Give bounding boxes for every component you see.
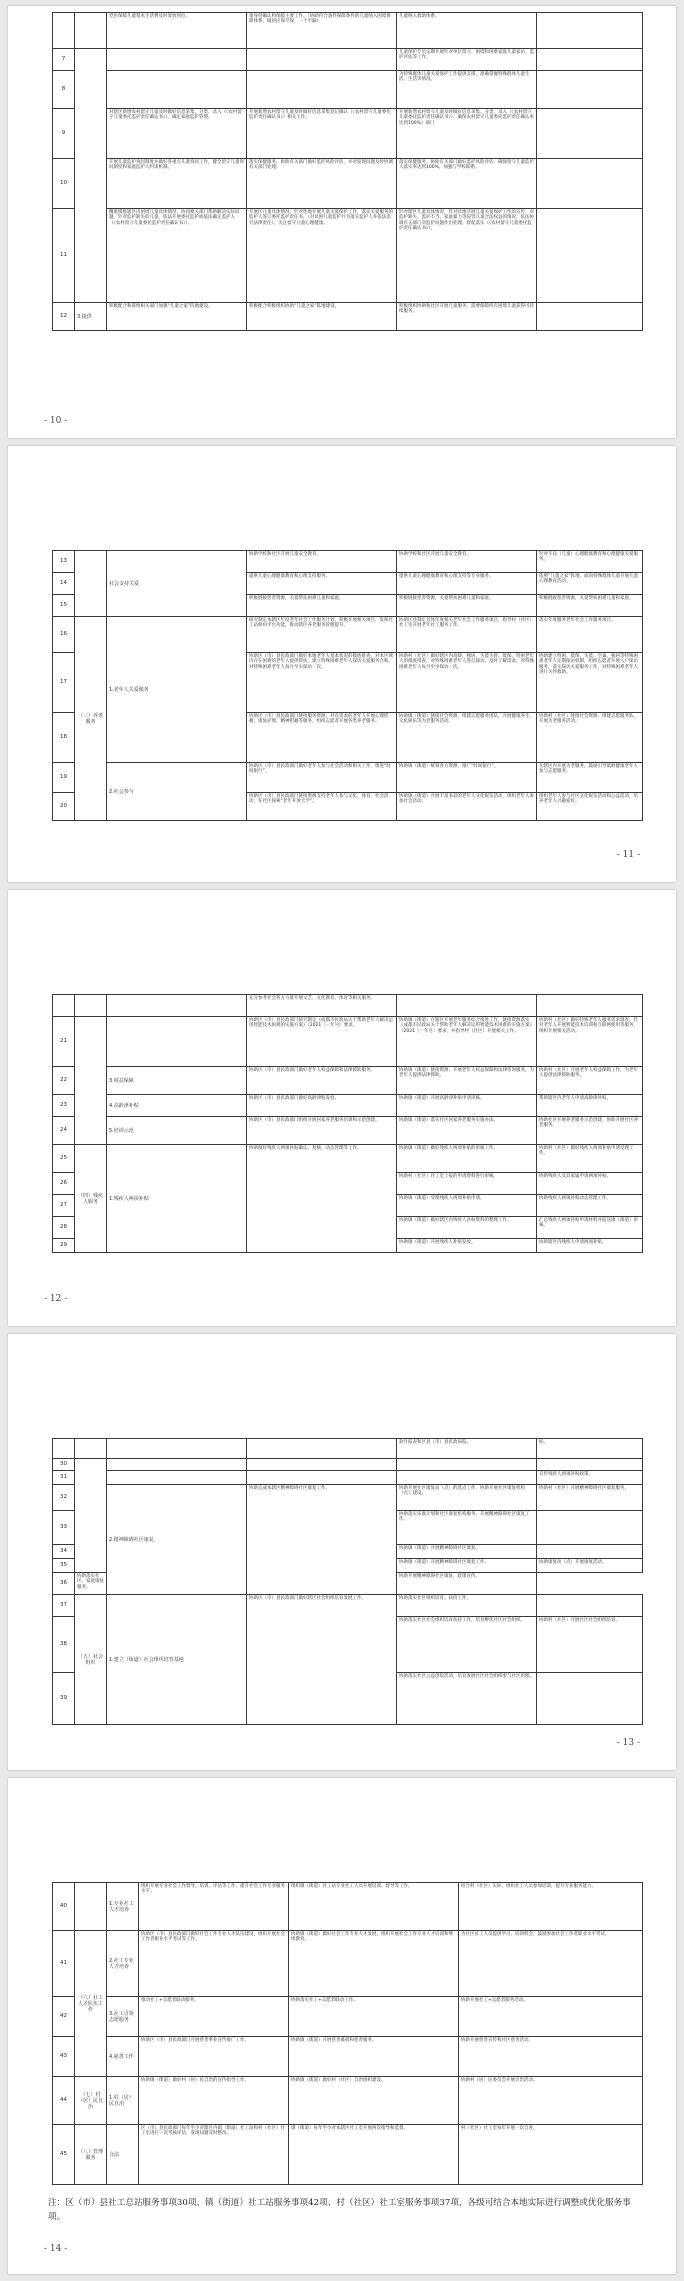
table-row [53, 1485, 643, 1511]
page-12-table [52, 994, 643, 1253]
table-row [53, 2037, 643, 2077]
cell: 协助镇（街道）做好村（社区）自治组织建设。 [289, 2077, 459, 2125]
page-number: - 11 - [616, 850, 640, 860]
table-row [53, 2125, 643, 2185]
cell: 协助落实社区公益创投活动，培育发展社区社会组织参与社区治理。 [397, 1673, 537, 1725]
cell: 积极链接慈善资源，关爱帮扶困难儿童和家庭。 [247, 595, 397, 617]
row-number: 25 [53, 1145, 75, 1173]
cell: 落实年度服务老年社会工作服务项目。 [537, 617, 643, 653]
cell: 组织老年人参与社区文化娱乐活动和公益活动，培养老年人兴趣爱好。 [537, 793, 643, 821]
cell: 2.精神障碍社区康复 [107, 1485, 247, 1595]
cell: 精准摸排辖区内困境儿童具体情况，协同相关部门帮助解决实际问题，针对监护缺失的儿童，依法开展委托监护或依法确定监护人（《农村留守儿童委托监护责任确认书》）。 [107, 209, 247, 303]
cell: 协助学校和社区开展儿童安全教育。 [397, 551, 537, 573]
row-number: 27 [53, 1195, 75, 1217]
cell: 合法 [107, 2125, 139, 2185]
cell: 协助落实乐康计划和社区康复机构服务、开展精神障碍社区康复工作。 [397, 1511, 537, 1545]
cell: 积极组织协助和社区开展儿童服务，需要保障所有困境儿童获得可持续服务。 [397, 303, 537, 331]
row-number: 43 [53, 2037, 75, 2077]
cell: 协助村（社区）开展老年人权益保障工作，为老年人提供法律援助服务。 [537, 1067, 643, 1095]
row-number: 31 [53, 1471, 75, 1485]
cell: 5.培训示范 [107, 1117, 247, 1145]
cell: 协助区（市）县民政部门开展慈善事业宣传推广工作。 [139, 2037, 289, 2077]
row-number: 19 [53, 763, 75, 793]
category-cell: （四）残疾人服务 [75, 1145, 107, 1253]
row-number: 39 [53, 1673, 75, 1725]
cell: 款月报表和区县（市）县民政局报。 [397, 1439, 537, 1459]
cell: 1.村（居）民自治 [107, 2077, 139, 2125]
cell: 协助镇（街道）链接资源，开展老年人权益保障和法律咨询服务，为老年人提供法律援助。 [397, 1067, 537, 1095]
table-row [53, 1931, 643, 1997]
row-number: 13 [53, 551, 75, 573]
category-cell: （五）社会组织 [75, 1595, 107, 1725]
table-row [53, 617, 643, 653]
cell: 协助村（社区）开展精神障碍社区康复服务。 [537, 1485, 643, 1511]
table-row [53, 1067, 643, 1095]
cell: 积极链接慈善资源，关爱帮扶困难儿童和家庭。 [397, 595, 537, 617]
cell: 协助镇（街道）做好社会工作专业人才发展，组织开展社会工作专业人才培训和继续教育。 [289, 1931, 459, 1997]
cell: 协助镇（街道）做好残疾人两项补贴的审核工作。 [397, 1145, 537, 1173]
cell: 协助区（市）县民政部门做好高龄津贴发放。 [247, 1095, 397, 1117]
cell: 标。 [537, 1439, 643, 1459]
cell: 落实保健服务，协助有关部门做好监护风险评估，并对发现问题及时协调有关部门处理。 [247, 159, 397, 209]
table-row [53, 303, 643, 331]
cell: 协助做好残疾人两项补贴确认、复核、动态管理等工作。 [247, 1145, 397, 1253]
cell: 开展区儿童具体情况，针对性地开展儿童关爱保护工作，落实关爱服务的监护人签订委托监护责任书，（对贫困儿童监护行为落实监护人并依法追究法律责任），关注留守儿童心理健康。 [247, 209, 397, 303]
table-row [53, 159, 643, 209]
cell: 协助完成本辖区精神障碍社区康复工作。 [247, 1485, 397, 1595]
cell: 协助落实社区组织培育、扶持工作。 [397, 1595, 537, 1617]
cell: 协助镇（街道）开展慈善募捐和慈善服务。 [289, 2037, 459, 2077]
cell: 协助残疾人及其家属申请两项补贴。 [537, 1173, 643, 1195]
page-14-table [52, 1882, 643, 2185]
cell: 组织镇（街道）社工站专业社工人员开展培训、督导等工作。 [289, 1883, 459, 1931]
cell: 镇（街道）每年至少对本辖区社工室开展两次指导和监督。 [289, 2125, 459, 2185]
table-row [53, 1883, 643, 1931]
page-13 [8, 1334, 676, 1770]
cell: 协助学校和社区开展儿童安全教育。 [247, 551, 397, 573]
row-number: 7 [53, 49, 75, 71]
cell: 推动社工+志愿者联动服务。 [139, 1997, 289, 2037]
cell: 协助镇（街道）受理残疾人两项补贴申请。 [397, 1195, 537, 1217]
cell: 协助区（市）县民政部门链接资源支持老年人参与文化、体育、社会活动，在社区探索“老年开放大学”。 [247, 793, 397, 821]
row-number: 44 [53, 2077, 75, 2125]
cell: 协助落实社区、家庭康复服务。 [75, 1573, 107, 1595]
cell: 协助镇（街道）做好村（居）民自治的宣传指导工作。 [139, 2077, 289, 2125]
cell: 1.老年人关爱服务 [107, 617, 247, 763]
table-row [53, 995, 643, 1017]
cell: 开展儿童监护询问制度并做好各重点儿童询问工作，健全留守儿童询问制度和家庭监护人约谈机制。 [107, 159, 247, 209]
page-11 [8, 446, 676, 882]
table-row [53, 1439, 643, 1459]
table-row [53, 551, 643, 573]
cell: 为社区社工人员提供学习、培训机会，鼓励参加社会工作者职业水平考试。 [459, 1931, 643, 1997]
table-row [53, 1997, 643, 2037]
cell: 协助区（市）县民政部门做好老年人权益保障和法律援助服务。 [247, 1067, 397, 1095]
cell: 协助开展精神障碍社区康复、政策宣传。 [397, 1573, 537, 1595]
category-cell: （七）村（居）民自治 [75, 2077, 107, 2125]
page-number: - 12 - [44, 1294, 68, 1304]
cell: 协助村（社区）开展社区社会组织培育。 [537, 1617, 643, 1673]
cell: 协助区（市）县民政部门做好辖区社会组织培育发展工作。 [247, 1595, 397, 1725]
cell: 开展新增农村留守儿童及时做好信息采集、分类、录入（《农村留守儿童委托监护责任确认书》）、确保农村留守儿童委托监护责任确认率达到100%）部门 [397, 109, 537, 159]
cell: 针对不良（儿童）心理健康教育和心理健康关爱服务。 [537, 551, 643, 573]
table-row [53, 13, 643, 49]
row-number: 22 [53, 1067, 75, 1095]
cell: 协助落实社工+志愿者联动工作。 [289, 1997, 459, 2037]
page-14 [8, 1778, 676, 2274]
page-10-table [52, 12, 643, 331]
cell: 协助村（社区）社工室上报的申请资料进行审核。 [397, 1173, 537, 1195]
cell: 研究制定本辖区年度老年社会工作服务计划，积极开展相关项目，发挥社工站枢纽平台功能，推动辖区养老服务管理提升。 [247, 617, 397, 653]
table-row [53, 1595, 643, 1617]
table-row [53, 1017, 643, 1067]
category-cell: （八）管理服务 [75, 2125, 107, 2185]
row-number: 33 [53, 1511, 75, 1545]
cell: 1.建立（街道）社会组织培育基地 [107, 1595, 247, 1725]
row-number: 15 [53, 595, 75, 617]
table-row [53, 49, 643, 71]
cell: 协助村（社区）做好残疾人两项补贴申请受理工作。 [537, 1145, 643, 1173]
cell: 3.提供 [75, 303, 107, 331]
cell: 2.社工专业人才培养 [107, 1931, 139, 1997]
cell: 1.残疾人两项补贴 [107, 1145, 247, 1253]
row-number: 30 [53, 1459, 75, 1471]
cell: 1.专业社工人才培养 [107, 1883, 139, 1931]
row-number: 45 [53, 2125, 75, 2185]
row-number: 21 [53, 1017, 75, 1067]
cell: 积极配合积极组织协助“儿童之家”阵地建设。 [247, 303, 397, 331]
cell: 协助镇（街道）落实社区居家养老服务实施办法。 [397, 1117, 537, 1145]
cell: 童身份确认和保障主要工作。（协助符合条件保障条件的儿童纳入困境保障体系，做到应保尽保，一个不漏） [247, 13, 397, 49]
cell: 依照“儿童之家”阵地，面向特殊群体儿童开展儿童心理教育活动。 [537, 573, 643, 595]
row-number: 32 [53, 1485, 75, 1511]
cell: 协助村（社区）链接社会资源，组建志愿服务队，开展为老服务活动。 [537, 713, 643, 763]
cell: 协助镇（街道）开展精神障碍社区康复。 [397, 1545, 537, 1559]
cell: 协助康复动（点）开展康复活动。 [537, 1559, 643, 1573]
row-number: 40 [53, 1883, 75, 1931]
cell: 区（市）县民政部门每年至少对辖区内镇（街道）社工站和村（社区）社工室进行一次考核评估，发现问题及时整改。 [139, 2125, 289, 2185]
cell: 落实保健服务，协助有关部门做好监护风险评估，确保留守儿童监护人落实率达到100%，加强与学校联系。 [397, 159, 537, 209]
row-number: 34 [53, 1545, 75, 1559]
cell: 帮助辖区内老年人申请高龄津补贴。 [537, 1095, 643, 1117]
cell: 汇总残疾人两项补贴申请材料并报送镇（街道）审核。 [537, 1217, 643, 1239]
cell: 协助区（市）县民政部门组织开展居家养老服务培训和示范创建。 [247, 1117, 397, 1145]
cell: 协助区（市）县民政部门做好本地老年人基本状况的摸底排查，对本区域内存在困难的老年人提供帮扶，建立特殊困难老年人探访关爱服务台账，对特殊困难老年人每月至少探访一次。 [247, 653, 397, 713]
cell: 4.高龄津补贴 [107, 1095, 247, 1117]
cell: 协助区（市）县民政部门研究制定《成都市民政局关于帮助老年人解决运用智能技术困难的实施方案》（2021〔一年号〕要求。 [247, 1017, 397, 1067]
row-number: 24 [53, 1117, 75, 1145]
cell: 积极链接慈善资源，关爱帮扶困难儿童和家庭。 [537, 595, 643, 617]
row-number: 41 [53, 1931, 75, 1997]
table-row [53, 71, 643, 109]
cell: 协助镇（街道）统筹各方资源，推广“时间银行”。 [397, 763, 537, 793]
cell: 协助镇（街道）开展高龄津补贴申请审核。 [397, 1095, 537, 1117]
row-number: 11 [53, 209, 75, 303]
cell: 开展新增农村留守儿童及时做好信息采集登记确认（《农村留守儿童委托监护责任确认书》）相关工作。 [247, 109, 397, 159]
cell: 协助辖区内残疾人申请两项补贴。 [537, 1239, 643, 1253]
row-number: 35 [53, 1559, 75, 1573]
page-number: - 10 - [44, 416, 68, 426]
cell: 提供儿童心理健康教育和心理支持服务。 [247, 573, 397, 595]
cell: 协助镇（街道）在辖区开展老年服务综合推进工作，链接资源落实《成都市民政局关于帮助老年人解决运用智能技术困难的实施方案》（2021〔一年号〕要求，并指导村（社区）开展相关工作。 [397, 1017, 537, 1067]
row-number: 9 [53, 109, 75, 159]
cell: 结合村（社区）实际，组织社工人员参加培训，提升专业服务能力。 [459, 1883, 643, 1931]
table-row [53, 1117, 643, 1145]
cell: 积极配合和联络相关部门加强“儿童之家”阵地建设。 [107, 303, 247, 331]
table-row [53, 1471, 643, 1485]
table-row [53, 2077, 643, 2125]
cell: 协助社区开展养老服务示范创建，协助开展社区养老服务。 [537, 1117, 643, 1145]
cell: 协助镇（街道）开展丰富多彩的老年人文化娱乐活动，组织老年人参加社会活动。 [397, 793, 537, 821]
cell: 协助村（居）民委员会开展自治活动。 [459, 2077, 643, 2125]
cell: 协助镇（街道）开展精神障碍社区康复工作。 [397, 1559, 537, 1573]
cell: 党医保障儿童基本生活费及时发放到位。 [107, 13, 247, 49]
cell: 协助开展社工+志愿者服务活动。 [459, 1997, 643, 2037]
cell: 宣传残疾人两项补贴政策。 [537, 1471, 643, 1485]
cell: 协助镇（街道）链接社会资源，组建志愿服务团队，开展健康养生、文化娱乐等为老服务活动。 [397, 713, 537, 763]
cell: 2.社会参与 [107, 763, 247, 821]
row-number: 37 [53, 1595, 75, 1617]
cell: 协助村（社区）做好特殊老年人服务需求调查，针对老年人开展智能技术培训和互联网使用等服务，组织开展相关活动。 [537, 1017, 643, 1067]
cell: 协助区（市）县民政部门做好社会工作专业人才队伍建设，组织开展社会工作者职业水平考试等工作。 [139, 1931, 289, 1997]
cell: 提供儿童心理健康教育和心理支持等专业服务。 [397, 573, 537, 595]
cell: 3.社工引领志愿服务 [107, 1997, 139, 2037]
row-number: 16 [53, 617, 75, 653]
cell: 协助开展社区康复站（点）的选点工作，协助开展社区康复机构（点）建设。 [397, 1485, 537, 1511]
cell: 为特殊群体儿童关爱保护工作提供支撑，准确掌握特殊群体儿童生活、生活等情况。 [397, 71, 537, 109]
cell: 儿童纳入救助体系。 [397, 13, 537, 49]
cell: 协助开展慈善宣传和社区慈善活动。 [459, 2037, 643, 2077]
row-number: 8 [53, 71, 75, 109]
row-number: 36 [53, 1573, 75, 1595]
page-number: - 14 - [44, 2244, 68, 2254]
cell: 4.慈善工作 [107, 2037, 139, 2077]
page-10 [8, 6, 676, 438]
cell: 协助镇（街道）开展残疾人补贴发放。 [397, 1239, 537, 1253]
category-cell: （三）养老服务 [75, 617, 107, 821]
row-number: 14 [53, 573, 75, 595]
cell: 协助残疾人两项补贴动态管理工作。 [537, 1195, 643, 1217]
footnote: 注：区（市）县社工总站服务事项30项、镇（街道）社工站服务事项42项、村（社区）社工室服务事项37项，各级可结合本地实际进行调整或优化服务事项。 [48, 2198, 631, 2222]
page-11-table [52, 550, 643, 821]
cell: 村（社区）社工室每年开展一次自查。 [459, 2125, 643, 2185]
cell: 儿童保护专员定期开展针对单位留守、困境和困难家庭儿童家访，监护评估等工作。 [397, 49, 537, 71]
cell: 针对辖区儿童具体情况，针对社地开展儿童关爱保护工作的宣传、对监护缺失、监护不当、家庭暴力等侵害儿童合法权益的情况，依法协调有关部门对监护问题作出处理，督促落实（《农村留守儿童委托监护责任确认书》）。 [397, 209, 537, 303]
cell: 协助建立特困、低保、失能、空巢、独居等特殊困难老年人定期探访机制，组织志愿者开展入户探访服务，落实探访关爱服务工作，对特殊困难老年人进行关怀救助。 [537, 653, 643, 713]
table-row [53, 209, 643, 303]
cell: 协助区县制定具体年度相关老年社会工作服务项目，指导村（社区）社工室开展老年社工服务工作。 [397, 617, 537, 653]
row-number: 18 [53, 713, 75, 763]
row-number: 10 [53, 159, 75, 209]
row-number: 29 [53, 1239, 75, 1253]
table-row [53, 1095, 643, 1117]
row-number: 26 [53, 1173, 75, 1195]
row-number: 38 [53, 1617, 75, 1673]
cell: 社会支持关爱 [107, 551, 247, 617]
cell: 协助区（市）县民政部门做好老年人参与社会活动和相关工作，推进“时间银行”。 [247, 763, 397, 793]
row-number: 12 [53, 303, 75, 331]
table-row [53, 1145, 643, 1173]
cell: 在辖区内开展为老服务，鼓励引导低龄健康老年人参与志愿服务。 [537, 763, 643, 793]
cell: 充分参考社会各方力量开展文艺、文化教育、体育等相关服务。 [247, 995, 397, 1017]
cell: 对辖区新增农村留守儿童及时做好信息采集、分类、录入（《农村留守儿童委托监护责任确认书》）、确定家庭监护管理。 [107, 109, 247, 159]
table-row [53, 763, 643, 793]
cell: 3.权益保障 [107, 1067, 247, 1095]
table-row [53, 109, 643, 159]
cell: 协助区（市）县民政部门链接服务资源，对有需求的老年人开展心理慰藉、康复护理、精神慰藉等服务，组织志愿者开展各类养老服务。 [247, 713, 397, 763]
table-row [53, 1459, 643, 1471]
row-number: 42 [53, 1997, 75, 2037]
row-number: 20 [53, 793, 75, 821]
cell: 组织开展专业社会工作督导、培训、评估等工作，提升社会工作专业服务水平。 [139, 1883, 289, 1931]
row-number: 23 [53, 1095, 75, 1117]
cell: 协助镇（街道）做好辖区内残疾人补贴资料的整理工作。 [397, 1217, 537, 1239]
page-12 [8, 890, 676, 1326]
cell: 协助落实社区社会组织培育扶持工作，培育孵化社区社会组织。 [397, 1617, 537, 1673]
category-cell: （六）社工人才队伍工作 [75, 1931, 107, 2077]
row-number: 28 [53, 1217, 75, 1239]
cell: 协助村（社区）做好辖区内高龄、独居、失能失智、低保、特困老年人的摸底排查，对特殊困难老年人进行探访，及时了解需求，对特殊困难老年人每月至少探访一次。 [397, 653, 537, 713]
page-13-table [52, 1438, 643, 1725]
page-number: - 13 - [616, 1738, 640, 1748]
row-number: 17 [53, 653, 75, 713]
